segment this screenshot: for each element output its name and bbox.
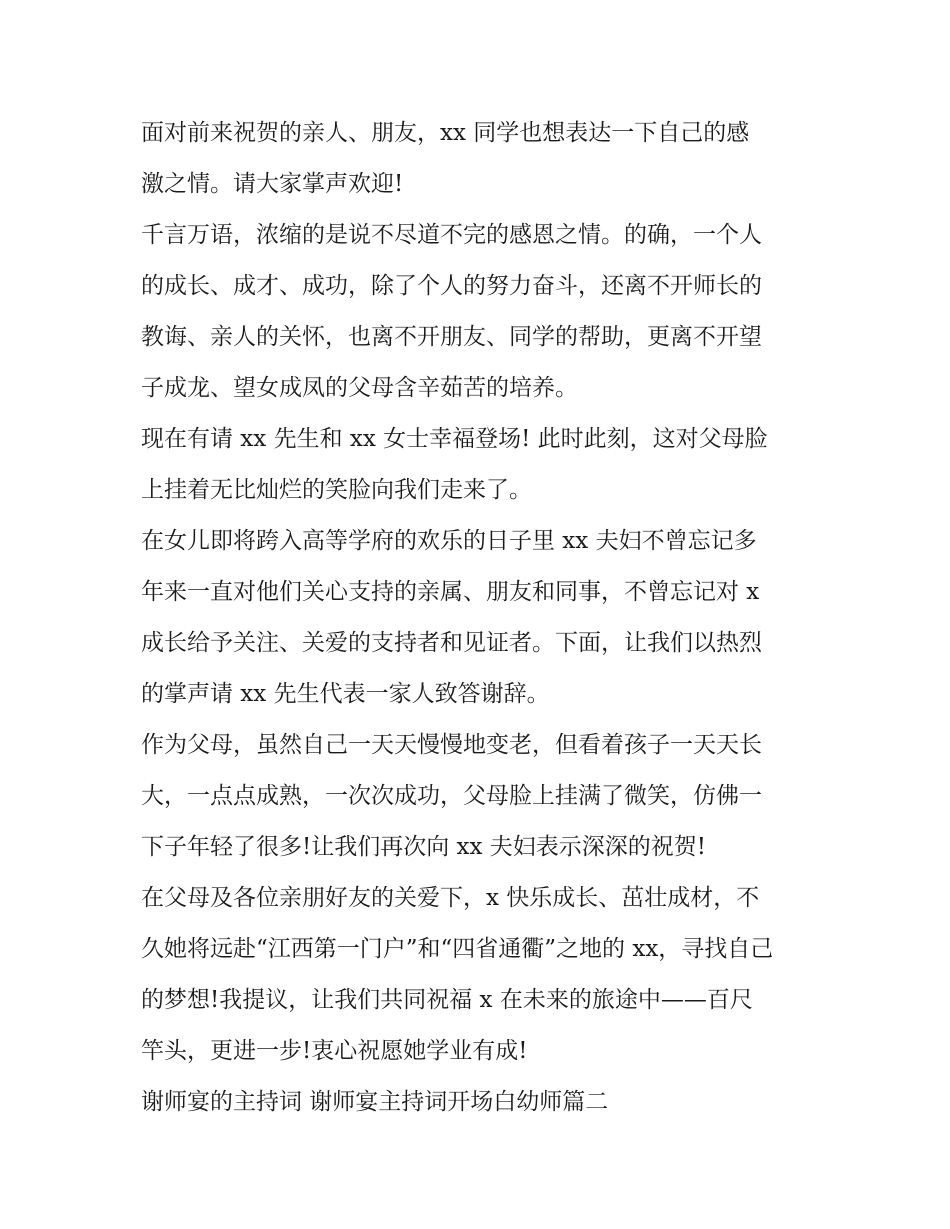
text-line-19: 竿头，更进一步!衷心祝愿她学业有成! [141, 1038, 528, 1064]
text-line-3: 千言万语，浓缩的是说不尽道不完的感恩之情。的确，一个人 [141, 222, 762, 248]
text-line-13: 作为父母，虽然自己一天天慢慢地变老，但看着孩子一天天长 [141, 732, 762, 758]
text-line-14: 大，一点点成熟，一次次成功，父母脸上挂满了微笑，仿佛一 [141, 783, 762, 809]
text-line-12: 的掌声请 xx 先生代表一家人致答谢辞。 [141, 681, 550, 707]
text-line-4: 的成长、成才、成功，除了个人的努力奋斗，还离不开师长的 [141, 273, 762, 299]
text-line-16: 在父母及各位亲朋好友的关爱下，x 快乐成长、茁壮成材，不 [141, 885, 760, 911]
text-line-5: 教诲、亲人的关怀，也离不开朋友、同学的帮助，更离不开望 [141, 324, 762, 350]
text-line-17: 久她将远赴“江西第一门户”和“四省通衢”之地的 xx，寻找自己 [141, 936, 774, 962]
text-line-9: 在女儿即将跨入高等学府的欢乐的日子里 xx 夫妇不曾忘记多 [141, 528, 757, 554]
document-body [141, 108, 821, 1128]
text-line-2: 激之情。请大家掌声欢迎! [141, 171, 404, 197]
text-line-10: 年来一直对他们关心支持的亲属、朋友和同事，不曾忘记对 x [141, 579, 760, 605]
text-line-8: 上挂着无比灿烂的笑脸向我们走来了。 [141, 477, 532, 503]
text-line-11: 成长给予关注、关爱的支持者和见证者。下面，让我们以热烈 [141, 630, 762, 656]
text-line-15: 下子年轻了很多!让我们再次向 xx 夫妇表示深深的祝贺! [141, 834, 707, 860]
text-line-6: 子成龙、望女成凤的父母含辛茹苦的培养。 [141, 375, 578, 401]
text-line-7: 现在有请 xx 先生和 xx 女士幸福登场! 此时此刻，这对父母脸 [141, 426, 768, 452]
section-heading: 谢师宴的主持词 谢师宴主持词开场白幼师篇二 [141, 1089, 609, 1115]
text-line-1: 面对前来祝贺的亲人、朋友，xx 同学也想表达一下自己的感 [141, 120, 750, 146]
text-line-18: 的梦想!我提议，让我们共同祝福 x 在未来的旅途中——百尺 [141, 987, 753, 1013]
